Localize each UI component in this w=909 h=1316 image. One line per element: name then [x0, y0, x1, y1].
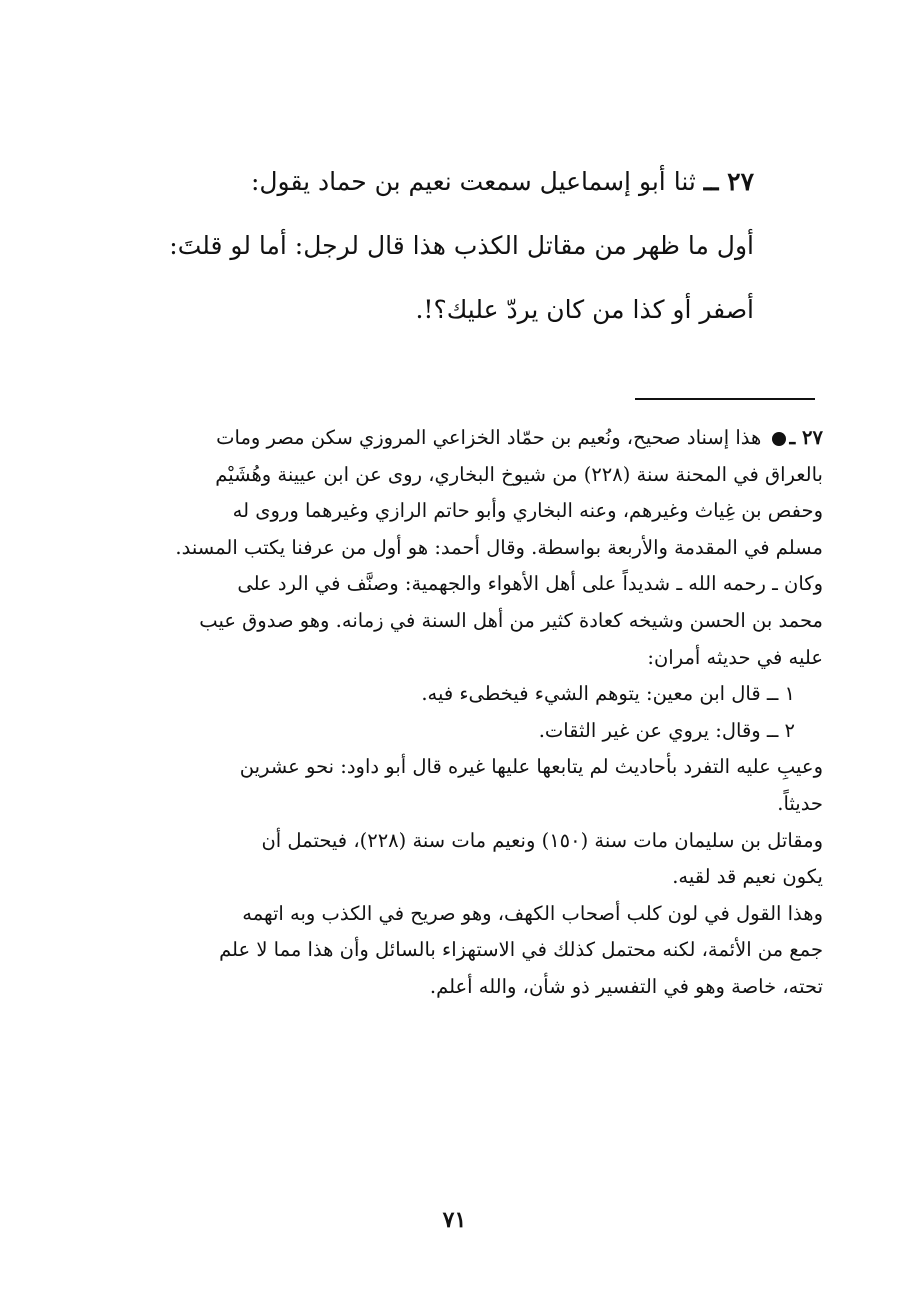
bullet-icon — [772, 432, 786, 446]
commentary-number: ٢٧ ـ — [789, 426, 823, 449]
commentary-line: عليه في حديثه أمران: — [647, 645, 823, 669]
main-text-line — [160, 150, 754, 214]
entry-number: ٢٧ ــ — [703, 167, 754, 196]
commentary-line: ومقاتل بن سليمان مات سنة (١٥٠) ونعيم مات سنة (٢٢٨)، فيحتمل أن — [261, 828, 823, 852]
commentary-line: مسلم في المقدمة والأربعة بواسطة. وقال أحمد: هو أول من عرفنا يكتب المسند. — [175, 535, 823, 559]
main-text-line: أصفر أو كذا من كان يردّ عليك؟!. — [415, 295, 754, 324]
footnote-divider — [635, 398, 815, 400]
commentary-line: يكون نعيم قد لقيه. — [672, 865, 823, 889]
commentary-list-item: ٢ ــ وقال: يروي عن غير الثقات. — [538, 718, 795, 742]
commentary-line: وحفص بن غِياث وغيرهم، وعنه البخاري وأبو حاتم الرازي وغيرهما وروى له — [232, 499, 823, 523]
commentary-line: بالعراق في المحنة سنة (٢٢٨) من شيوخ البخاري، روى عن ابن عيينة وهُشَيْم — [215, 462, 823, 486]
commentary-line: وكان ـ رحمه الله ـ شديداً على أهل الأهواء والجهمية: وصنَّف في الرد على — [237, 572, 823, 596]
commentary-line: وهذا القول في لون كلب أصحاب الكهف، وهو صريح في الكذب وبه اتهمه — [242, 901, 823, 925]
commentary-list-item: ١ ــ قال ابن معين: يتوهم الشيء فيخطىء فيه. — [421, 682, 795, 706]
commentary-block — [113, 420, 823, 1006]
main-text-line: أول ما ظهر من مقاتل الكذب هذا قال لرجل: أما لو قلتَ: — [169, 231, 754, 260]
commentary-line — [113, 420, 823, 457]
commentary-line: محمد بن الحسن وشيخه كعادة كثير من أهل السنة في زمانه. وهو صدوق عيب — [199, 608, 823, 632]
commentary-line: حديثاً. — [777, 791, 823, 815]
commentary-line: جمع من الأئمة، لكنه محتمل كذلك في الاستهزاء بالسائل وأن هذا مما لا علم — [219, 938, 823, 962]
page-number: ٧١ — [442, 1207, 467, 1233]
commentary-line: تحته، خاصة وهو في التفسير ذو شأن، والله أعلم. — [429, 974, 823, 998]
main-text-line-content: ثنا أبو إسماعيل سمعت نعيم بن حماد يقول: — [250, 167, 696, 196]
commentary-line: وعيبِ عليه التفرد بأحاديث لم يتابعها عليها غيره قال أبو داود: نحو عشرين — [239, 755, 823, 779]
main-text-block — [160, 150, 754, 342]
commentary-line-content: هذا إسناد صحيح، ونُعيم بن حمّاد الخزاعي المروزي سكن مصر ومات — [216, 426, 762, 449]
